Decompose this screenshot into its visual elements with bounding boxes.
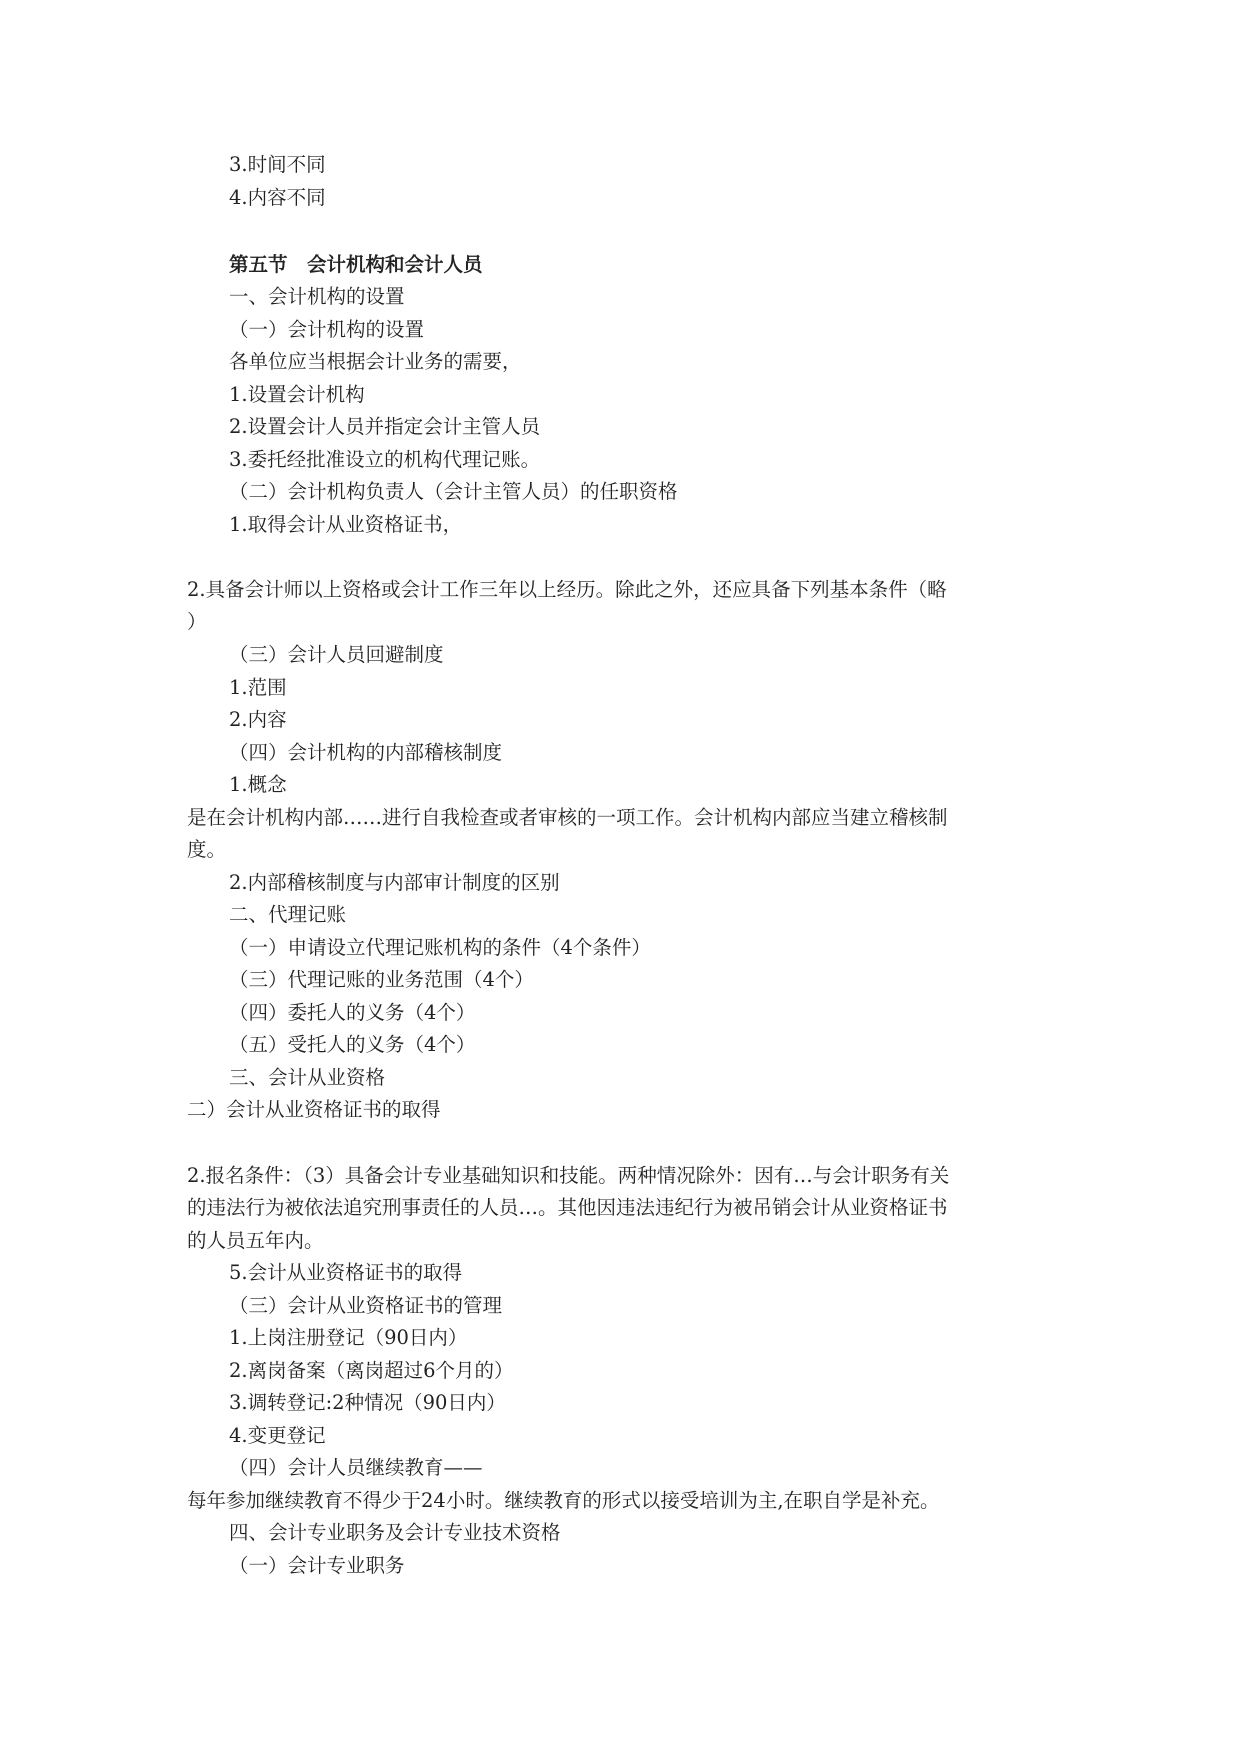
- text-line: 一、会计机构的设置: [229, 285, 405, 308]
- text-line: 2.具备会计师以上资格或会计工作三年以上经历。除此之外，还应具备下列基本条件（略: [187, 578, 947, 601]
- text-line: 1.上岗注册登记（90日内）: [229, 1326, 468, 1349]
- text-line: （五）受托人的义务（4个）: [229, 1033, 476, 1056]
- text-line: 4.内容不同: [229, 186, 326, 209]
- text-line: 是在会计机构内部……进行自我检查或者审核的一项工作。会计机构内部应当建立稽核制: [187, 806, 948, 829]
- text-line: （四）委托人的义务（4个）: [229, 1001, 476, 1024]
- text-line: 4.变更登记: [229, 1424, 326, 1447]
- text-line: 1.设置会计机构: [229, 383, 365, 406]
- text-line: （四）会计机构的内部稽核制度: [229, 741, 503, 764]
- text-line: 的人员五年内。: [187, 1229, 324, 1252]
- text-line: 2.离岗备案（离岗超过6个月的）: [229, 1359, 514, 1382]
- text-line: 2.报名条件：（3）具备会计专业基础知识和技能。两种情况除外：因有…与会计职务有关: [187, 1164, 950, 1187]
- text-line: 1.概念: [229, 773, 287, 796]
- text-line: 3.委托经批准设立的机构代理记账。: [229, 448, 541, 471]
- text-line: （三）会计从业资格证书的管理: [229, 1294, 503, 1317]
- text-line: 各单位应当根据会计业务的需要，: [229, 350, 522, 373]
- text-line: 三、会计从业资格: [229, 1066, 386, 1089]
- text-line: ）: [187, 610, 207, 633]
- text-line: 的违法行为被依法追究刑事责任的人员…。其他因违法违纪行为被吊销会计从业资格证书: [187, 1196, 948, 1219]
- text-line: （一）会计机构的设置: [229, 318, 425, 341]
- text-line: 2.设置会计人员并指定会计主管人员: [229, 415, 541, 438]
- text-line: （一）会计专业职务: [229, 1554, 405, 1577]
- text-line: 二）会计从业资格证书的取得: [187, 1098, 441, 1121]
- text-line: 2.内容: [229, 708, 287, 731]
- text-line: 2.内部稽核制度与内部审计制度的区别: [229, 871, 560, 894]
- section-heading: 第五节 会计机构和会计人员: [229, 253, 483, 276]
- text-line: 1.取得会计从业资格证书，: [229, 513, 463, 536]
- text-line: 二、代理记账: [229, 903, 347, 926]
- text-line: 每年参加继续教育不得少于24小时。继续教育的形式以接受培训为主,在职自学是补充。: [187, 1489, 940, 1512]
- text-line: 四、会计专业职务及会计专业技术资格: [229, 1521, 561, 1544]
- text-line: （三）代理记账的业务范围（4个）: [229, 968, 534, 991]
- text-line: （四）会计人员继续教育——: [229, 1456, 483, 1479]
- text-line: 3.时间不同: [229, 153, 326, 176]
- text-line: 度。: [187, 838, 227, 861]
- text-line: （三）会计人员回避制度: [229, 643, 444, 666]
- text-line: 1.范围: [229, 676, 287, 699]
- text-line: 5.会计从业资格证书的取得: [229, 1261, 463, 1284]
- text-line: 3.调转登记:2种情况（90日内）: [229, 1391, 506, 1414]
- text-line: （二）会计机构负责人（会计主管人员）的任职资格: [229, 480, 678, 503]
- text-line: （一）申请设立代理记账机构的条件（4个条件）: [229, 936, 651, 959]
